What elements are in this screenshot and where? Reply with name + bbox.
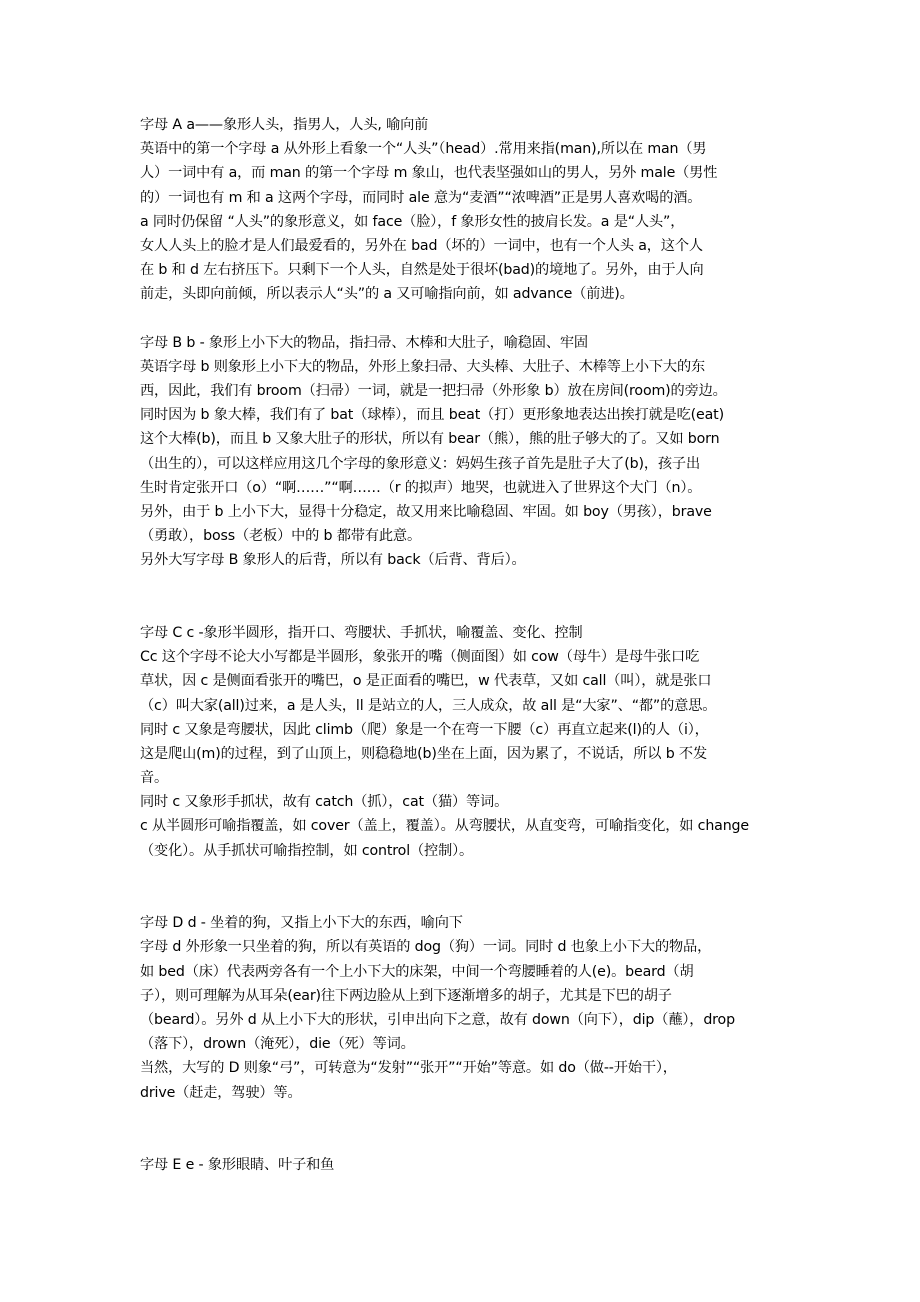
paragraph-line: 这是爬山(m)的过程，到了山顶上，则稳稳地(b)坐在上面，因为累了，不说话，所以 b 不发 xyxy=(140,745,707,762)
paragraph-line: a 同时仍保留 “人头”的象形意义，如 face（脸），f 象形女性的披肩长发。a 是“人头”， xyxy=(140,213,685,230)
paragraph-line: （beard）。另外 d 从上小下大的形状，引申出向下之意，故有 down（向下），dip（蘸），drop xyxy=(140,1011,735,1028)
paragraph-line: （出生的），可以这样应用这几个字母的象形意义：妈妈生孩子首先是肚子大了(b)，孩子出 xyxy=(140,455,700,472)
section-letter-a xyxy=(140,113,790,307)
paragraph-line: 另外，由于 b 上小下大，显得十分稳定，故又用来比喻稳固、牢固。如 boy（男孩），brave xyxy=(140,504,712,520)
paragraph-line: 另外大写字母 B 象形人的后背，所以有 back（后背、背后）。 xyxy=(140,552,526,569)
paragraph-line: 字母 d 外形象一只坐着的狗，所以有英语的 dog（狗）一词。同时 d 也象上小下大的物品， xyxy=(140,939,712,956)
paragraph-line: 当然，大写的 D 则象“弓”，可转意为“发射”“张开”“开始”等意。如 do（做--开始干）， xyxy=(140,1060,677,1077)
paragraph-line: （c）叫大家(all)过来，a 是人头，ll 是站立的人，三人成众，故 all 是“大家”、“都”的意思。 xyxy=(140,697,717,714)
paragraph-line: 草状，因 c 是侧面看张开的嘴巴，o 是正面看的嘴巴，w 代表草，又如 call（叫），就是张口 xyxy=(140,673,712,690)
paragraph-line: drive（赶走，驾驶）等。 xyxy=(140,1084,302,1101)
paragraph-line: 西，因此，我们有 broom（扫帚）一词，就是一把扫帚（外形象 b）放在房间(room)的旁边。 xyxy=(140,383,727,400)
paragraph-line: （变化）。从手抓状可喻指控制，如 control（控制）。 xyxy=(140,842,474,859)
paragraph-line: 同时因为 b 象大棒，我们有了 bat（球棒），而且 beat（打）更形象地表达出挨打就是吃(eat) xyxy=(140,407,724,424)
section-letter-c xyxy=(140,621,790,863)
section-spacer xyxy=(140,307,790,331)
paragraph-line: 人）一词中有 a，而 man 的第一个字母 m 象山，也代表坚强如山的男人，另外 male（男性 xyxy=(140,165,718,182)
section-spacer xyxy=(140,573,790,621)
paragraph-line: Cc 这个字母不论大小写都是半圆形，象张开的嘴（侧面图）如 cow（母牛）是母牛张口吃 xyxy=(140,649,700,666)
paragraph-line: 同时 c 又象是弯腰状，因此 climb（爬）象是一个在弯一下腰（c）再直立起来(l)的人（i）， xyxy=(140,721,709,738)
paragraph-line: 生时肯定张开口（o）“啊……”“啊……（r 的拟声）地哭，也就进入了世界这个大门（n）。 xyxy=(140,479,702,496)
section-spacer xyxy=(140,863,790,911)
paragraph-line: 在 b 和 d 左右挤压下。只剩下一个人头，自然是处于很坏(bad)的境地了。另外，由于人向 xyxy=(140,262,704,279)
section-letter-e xyxy=(140,1153,790,1177)
paragraph-line: c 从半圆形可喻指覆盖，如 cover（盖上，覆盖）。从弯腰状，从直变弯，可喻指变化，如 change xyxy=(140,818,749,835)
paragraph-line: 这个大棒(b)，而且 b 又象大肚子的形状，所以有 bear（熊），熊的肚子够大的了。又如 born xyxy=(140,431,720,448)
paragraph-line: 英语字母 b 则象形上小下大的物品，外形上象扫帚、大头棒、大肚子、木棒等上小下大的东 xyxy=(140,358,706,375)
section-heading: 字母 A a——象形人头，指男人，人头, 喻向前 xyxy=(140,117,429,133)
paragraph-line: （勇敢），boss（老板）中的 b 都带有此意。 xyxy=(140,528,421,545)
paragraph-line: 女人人头上的脸才是人们最爱看的，另外在 bad（坏的）一词中，也有一个人头 a，这个人 xyxy=(140,237,703,254)
paragraph-line: （落下），drown（淹死），die（死）等词。 xyxy=(140,1036,415,1053)
paragraph-line: 音。 xyxy=(140,770,169,787)
paragraph-line: 前走，头即向前倾，所以表示人“头”的 a 又可喻指向前，如 advance（前进)。 xyxy=(140,286,634,303)
document-page xyxy=(140,113,790,1177)
section-spacer xyxy=(140,1105,790,1153)
section-letter-d xyxy=(140,911,790,1105)
section-heading: 字母 E e - 象形眼睛、叶子和鱼 xyxy=(140,1157,335,1174)
section-heading: 字母 C c -象形半圆形，指开口、弯腰状、手抓状，喻覆盖、变化、控制 xyxy=(140,624,583,641)
paragraph-line: 同时 c 又象形手抓状，故有 catch（抓），cat（猫）等词。 xyxy=(140,794,509,811)
paragraph-line: 的）一词也有 m 和 a 这两个字母，而同时 ale 意为“麦酒”“浓啤酒”正是男人喜欢喝的酒。 xyxy=(140,189,702,206)
section-heading: 字母 B b - 象形上小下大的物品，指扫帚、木棒和大肚子，喻稳固、牢固 xyxy=(140,334,588,351)
paragraph-line: 如 bed（床）代表两旁各有一个上小下大的床架，中间一个弯腰睡着的人(e)。beard（胡 xyxy=(140,963,694,980)
paragraph-line: 英语中的第一个字母 a 从外形上看象一个“人头”（head）.常用来指(man),所以在 man（男 xyxy=(140,141,707,158)
section-letter-b xyxy=(140,331,790,573)
paragraph-line: 子），则可理解为从耳朵(ear)往下两边脸从上到下逐渐增多的胡子，尤其是下巴的胡子 xyxy=(140,987,672,1004)
section-heading: 字母 D d - 坐着的狗，又指上小下大的东西，喻向下 xyxy=(140,915,463,932)
